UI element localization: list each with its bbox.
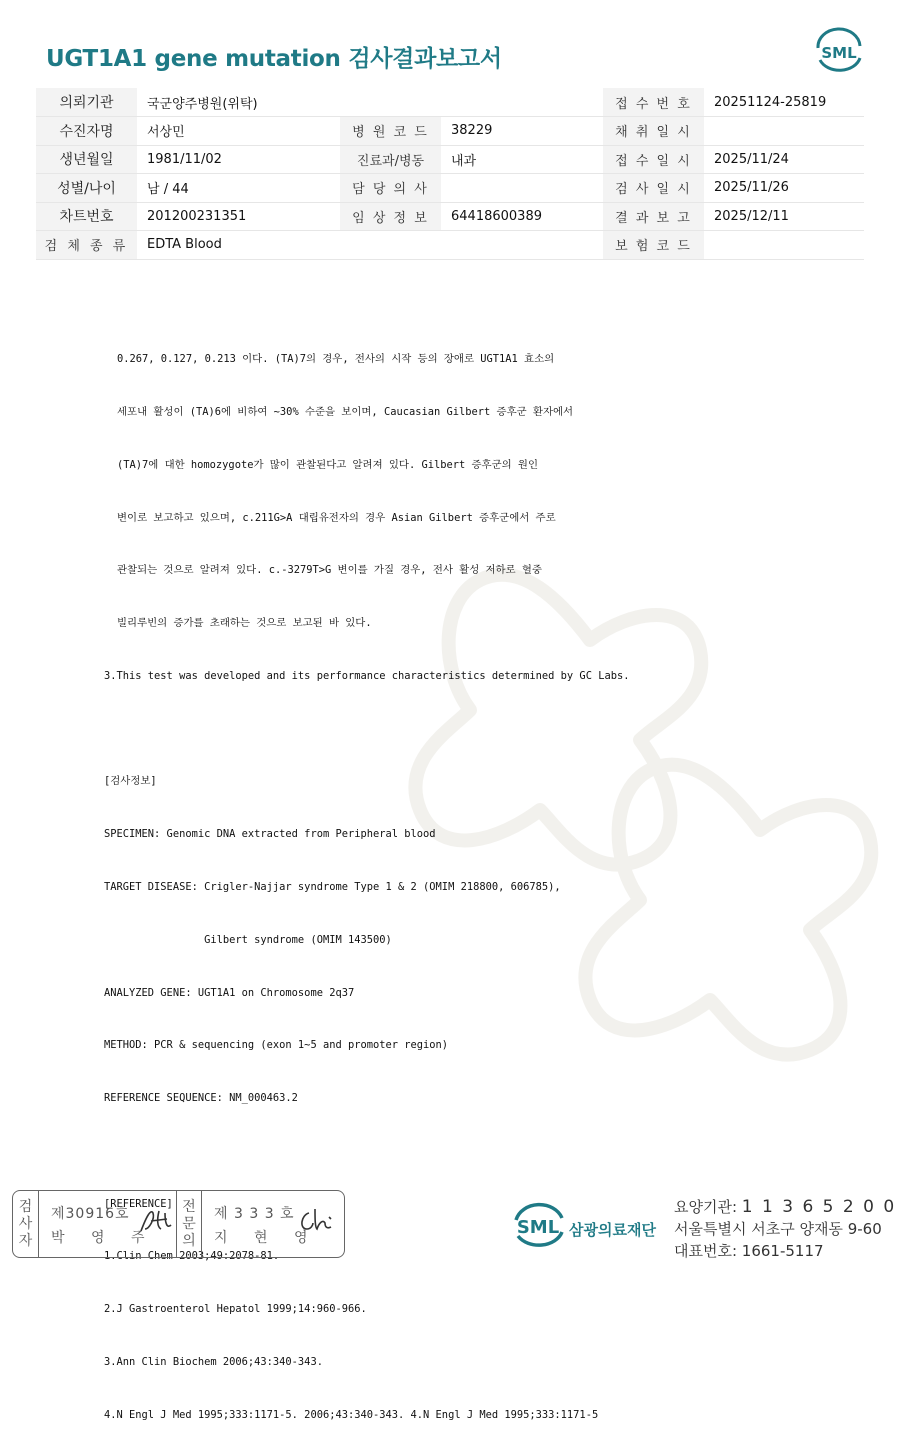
test-info-header: [검사정보] — [104, 775, 157, 788]
body-line: 변이로 보고하고 있으며, c.211G>A 대립유전자의 경우 Asian Gilbert 증후군에서 주로 — [117, 511, 556, 524]
body-line: (TA)7에 대한 homozygote가 많이 관찰된다고 알려져 있다. Gilbert 증후군의 원인 — [117, 458, 539, 471]
doctor-name: 지 현 영 — [214, 1230, 319, 1246]
body-line: 관찰되는 것으로 알려져 있다. c.-3279T>G 변이를 가질 경우, 전사 활성 저하로 혈중 — [117, 564, 542, 577]
report-title: UGT1A1 gene mutation 검사결과보고서 — [46, 46, 502, 72]
value-doctor — [441, 174, 603, 203]
test-info-line: ANALYZED GENE: UGT1A1 on Chromosome 2q37 — [104, 986, 355, 999]
value-receipt-no: 20251124-25819 — [704, 88, 864, 117]
label-receipt-date: 접 수 일 시 — [603, 145, 704, 174]
value-requester: 국군양주병원(위탁) — [137, 88, 603, 117]
reference-item: 3.Ann Clin Biochem 2006;43:340-343. — [104, 1356, 323, 1369]
value-collection-date — [704, 117, 864, 146]
value-insurance-code — [704, 231, 864, 260]
label-sex-age: 성별/나이 — [36, 174, 137, 203]
reference-item: 4.N Engl J Med 1995;333:1171-5. 2006;43:340-343. 4.N Engl J Med 1995;333:1171-5 — [104, 1408, 599, 1421]
tester-license-no: 제30916호 — [51, 1206, 130, 1222]
foundation-name: 삼광의료재단 — [569, 1221, 656, 1239]
test-info-line: REFERENCE SEQUENCE: NM_000463.2 — [104, 1092, 298, 1105]
report-body — [104, 316, 629, 1442]
tester-label-column: 검 사 자 — [13, 1191, 39, 1257]
label-birthdate: 생년월일 — [36, 145, 137, 174]
label-chart-no: 차트번호 — [36, 202, 137, 231]
body-line: 빌리루빈의 증가를 초래하는 것으로 보고된 바 있다. — [117, 617, 372, 630]
patient-info-table — [36, 88, 864, 260]
footer-info — [674, 1196, 896, 1262]
tester-name: 박 영 주 — [51, 1230, 156, 1246]
value-report-date: 2025/12/11 — [704, 202, 864, 231]
label-hospital-code: 병 원 코 드 — [340, 117, 441, 146]
label-collection-date: 채 취 일 시 — [603, 117, 704, 146]
sml-logo-icon — [812, 30, 866, 74]
address: 서울특별시 서초구 양재동 9-60 — [674, 1220, 882, 1238]
table-row — [36, 88, 864, 117]
label-clinical-info: 임 상 정 보 — [340, 202, 441, 231]
test-info-line: METHOD: PCR & sequencing (exon 1~5 and promoter region) — [104, 1039, 449, 1052]
sml-footer-logo-icon — [508, 1198, 568, 1254]
label-test-date: 검 사 일 시 — [603, 174, 704, 203]
test-info-line: TARGET DISEASE: Crigler-Najjar syndrome Type 1 & 2 (OMIM 218800, 606785), — [104, 881, 561, 893]
value-department: 내과 — [441, 145, 603, 174]
value-birthdate: 1981/11/02 — [137, 145, 340, 174]
table-row — [36, 202, 864, 231]
table-row — [36, 145, 864, 174]
footer-logo-text: SML — [516, 1217, 560, 1238]
reference-item: 1.Clin Chem 2003;49:2078-81. — [104, 1250, 280, 1263]
test-info-line: SPECIMEN: Genomic DNA extracted from Peripheral blood — [104, 828, 436, 841]
phone-number: 1661-5117 — [741, 1242, 824, 1260]
label-insurance-code: 보 험 코 드 — [603, 231, 704, 260]
body-item-3: 3.This test was developed and its performance characteristics determined by GC Labs. — [104, 669, 630, 682]
label-doctor: 담 당 의 사 — [340, 174, 441, 203]
value-patient-name: 서상민 — [137, 117, 340, 146]
value-specimen-type: EDTA Blood — [137, 231, 603, 260]
value-chart-no: 201200231351 — [137, 202, 340, 231]
body-line: 0.267, 0.127, 0.213 이다. (TA)7의 경우, 전사의 시작 등의 장애로 UGT1A1 효소의 — [117, 353, 555, 366]
reference-header: [REFERENCE] — [104, 1197, 173, 1210]
label-receipt-no: 접 수 번 호 — [603, 88, 704, 117]
table-row — [36, 117, 864, 146]
doctor-license-no: 제 3 3 3 호 — [214, 1206, 295, 1222]
label-specimen-type: 검 체 종 류 — [36, 231, 137, 260]
reference-item: 2.J Gastroenterol Hepatol 1999;14:960-966. — [104, 1303, 367, 1316]
value-sex-age: 남 / 44 — [137, 174, 340, 203]
value-test-date: 2025/11/26 — [704, 174, 864, 203]
institution-code-row: 요양기관: 1 1 3 6 5 2 0 0 — [674, 1197, 897, 1217]
institution-code: 1 1 3 6 5 2 0 0 — [741, 1197, 897, 1217]
label-requester: 의뢰기관 — [36, 88, 137, 117]
label-report-date: 결 과 보 고 — [603, 202, 704, 231]
doctor-label-column: 전 문 의 — [176, 1191, 202, 1257]
test-info-line: Gilbert syndrome (OMIM 143500) — [104, 933, 392, 946]
logo-text: SML — [821, 44, 857, 62]
label-patient-name: 수진자명 — [36, 117, 137, 146]
body-line: 세포내 활성이 (TA)6에 비하여 ~30% 수준을 보이며, Caucasian Gilbert 증후군 환자에서 — [117, 405, 574, 418]
value-clinical-info: 64418600389 — [441, 202, 603, 231]
signature-box — [12, 1190, 345, 1258]
table-row — [36, 231, 864, 260]
phone-row: 대표번호: 1661-5117 — [674, 1242, 824, 1260]
table-row — [36, 174, 864, 203]
value-hospital-code: 38229 — [441, 117, 603, 146]
value-receipt-date: 2025/11/24 — [704, 145, 864, 174]
label-department: 진료과/병동 — [340, 145, 441, 174]
doctor-signature-icon — [295, 1205, 337, 1237]
tester-signature-icon — [137, 1205, 177, 1237]
